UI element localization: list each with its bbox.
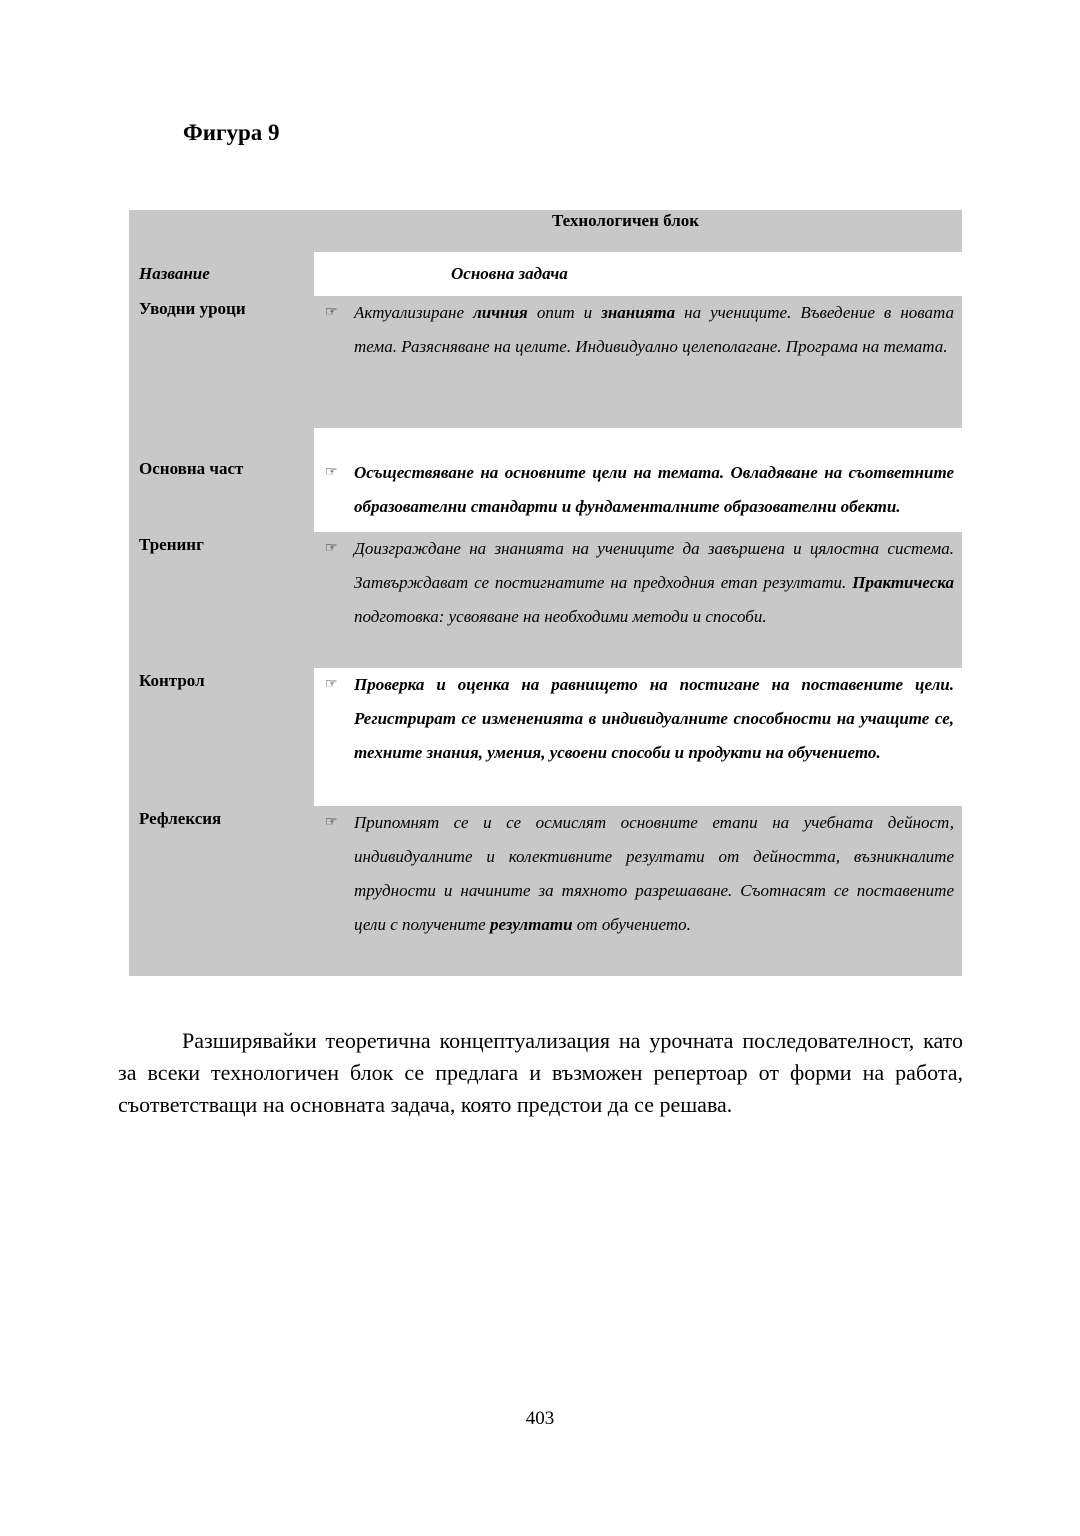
row-label: Основна част [129, 428, 314, 532]
row-description: ☞ Актуализиране личния опит и знанията на учениците. Въведение в новата тема. Разясняване на целите. Индивидуално целеполагане. Програма на темата. [314, 296, 962, 428]
row-label: Рефлексия [129, 806, 314, 976]
row-description: ☞ Припомнят се и се осмислят основните етапи на учебната дейност, индивидуалните и колективните резултати от дейността, възникналите трудности и начините за тяхното разрешаване. Съотнасят се поставените цели с получените резултати от обучението. [314, 806, 962, 976]
name-label: Название [129, 252, 314, 296]
body-paragraph: Разширявайки теоретична концептуализация на урочната последователност, като за всеки технологичен блок се предлага и възможен репертоар от форми на работа, съответстващи на основната задача, която предстои да се решава. [118, 1028, 963, 1117]
row-description: ☞ Осъществяване на основните цели на темата. Овладяване на съответните образователни стандарти и фундаменталните образователни обекти. [314, 428, 962, 532]
table-row [129, 428, 962, 532]
pointing-hand-icon: ☞ [325, 815, 338, 830]
task-label: Основна задача [314, 252, 962, 296]
row-label: Контрол [129, 668, 314, 806]
pointing-hand-icon: ☞ [325, 677, 338, 692]
pointing-hand-icon: ☞ [325, 465, 338, 480]
row-description: ☞ Проверка и оценка на равнището на постигане на поставените цели. Регистрират се измененията в индивидуалните способности на учащите се, техните знания, умения, усвоени способи и продукти на обучението. [314, 668, 962, 806]
row-label: Тренинг [129, 532, 314, 668]
table-row [129, 296, 962, 428]
table-header-text: Технологичен блок [551, 211, 700, 230]
table-row [129, 532, 962, 668]
name-row [129, 252, 962, 296]
table-header [129, 210, 962, 252]
row-label: Уводни уроци [129, 296, 314, 428]
technology-block-table [129, 210, 962, 976]
page-number: 403 [525, 1408, 555, 1429]
table-row [129, 806, 962, 976]
pointing-hand-icon: ☞ [325, 305, 338, 320]
pointing-hand-icon: ☞ [325, 541, 338, 556]
table-row [129, 668, 962, 806]
row-description: ☞ Доизграждане на знанията на учениците да завършена и цялостна система. Затвърждават се постигнатите на предходния етап резултати. Практическа подготовка: усвояване на необходими методи и способи. [314, 532, 962, 668]
figure-title: Фигура 9 [183, 120, 280, 145]
